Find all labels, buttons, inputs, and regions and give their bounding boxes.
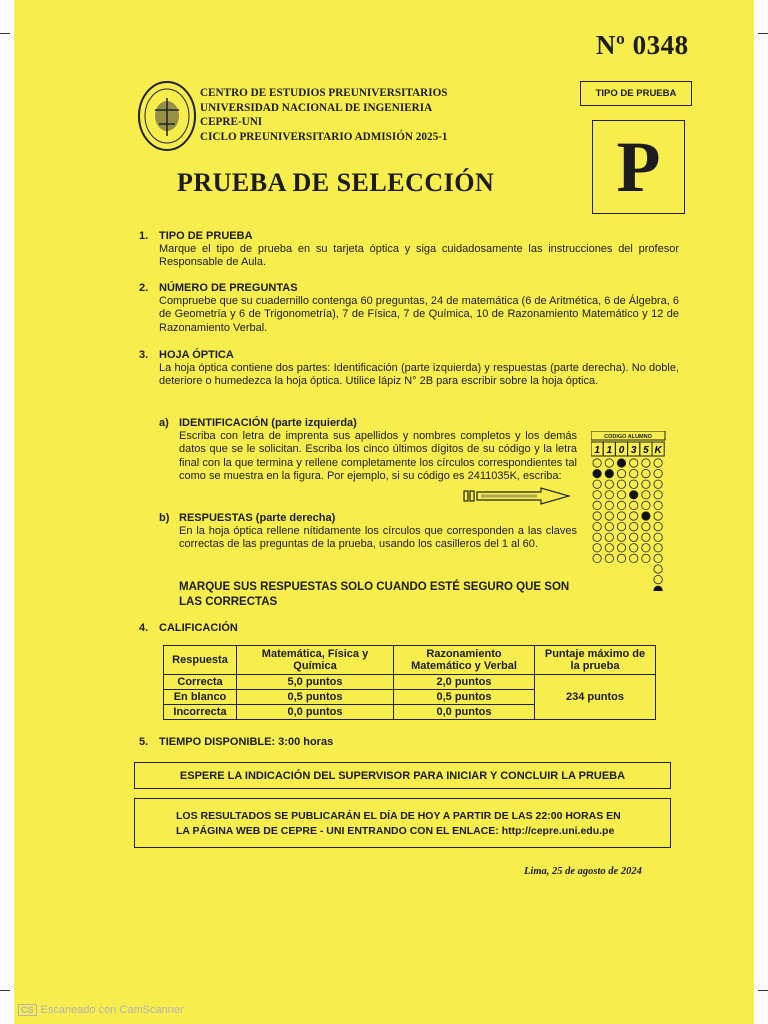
subsection-letter: a) xyxy=(159,417,169,429)
code-bubble xyxy=(654,491,662,499)
code-bubble xyxy=(617,544,625,552)
code-bubble xyxy=(617,491,625,499)
code-bubble xyxy=(642,459,650,467)
code-bubble xyxy=(605,533,613,541)
code-bubble xyxy=(654,501,662,509)
code-bubble xyxy=(617,533,625,541)
code-bubble xyxy=(630,491,638,499)
code-bubble xyxy=(593,480,601,488)
code-bubble xyxy=(617,459,625,467)
section-heading: CALIFICACIÓN xyxy=(159,622,238,634)
code-bubble xyxy=(630,459,638,467)
table-cell: 5,0 puntos 0,5 puntos 0,0 puntos xyxy=(237,675,394,720)
code-char: 1 xyxy=(606,445,613,456)
code-char: K xyxy=(654,445,662,456)
table-cell: Correcta En blanco Incorrecta xyxy=(164,675,237,720)
code-bubble xyxy=(630,544,638,552)
code-grid-title: CODIGO ALUMNO xyxy=(604,434,652,440)
code-char: 3 xyxy=(630,445,637,456)
section-heading: HOJA ÓPTICA xyxy=(159,349,234,361)
code-bubble xyxy=(617,512,625,520)
section-body: Marque el tipo de prueba en su tarjeta óptica y siga cuidadosamente las instrucciones del profesor Responsable de Aula. xyxy=(159,243,679,269)
section-number: 4. xyxy=(139,622,149,634)
code-bubble xyxy=(630,554,638,562)
student-code-grid xyxy=(591,431,671,591)
code-bubble xyxy=(593,554,601,562)
code-bubble xyxy=(605,512,613,520)
code-grid-bubbles xyxy=(593,459,662,591)
code-bubble xyxy=(642,544,650,552)
code-bubble xyxy=(605,469,613,477)
code-bubble xyxy=(654,480,662,488)
crop-mark xyxy=(758,33,768,34)
code-bubble xyxy=(654,575,662,583)
code-bubble xyxy=(642,512,650,520)
camscanner-logo-icon: CS xyxy=(18,1004,37,1016)
code-bubble xyxy=(642,554,650,562)
code-bubble xyxy=(630,469,638,477)
section-body: La hoja óptica contiene dos partes: Identificación (parte izquierda) y respuestas (parte derecha). No doble, deteriore o humedezca la hoja óptica. Utilice lápiz N° 2B para escribir sobre la hoja óptica. xyxy=(159,362,679,388)
code-bubble xyxy=(654,469,662,477)
table-cell: 2,0 puntos 0,5 puntos 0,0 puntos xyxy=(394,675,535,720)
code-bubble xyxy=(605,522,613,530)
subsection-heading: IDENTIFICACIÓN (parte izquierda) xyxy=(179,417,357,429)
institution-header xyxy=(200,86,448,144)
code-grid-chars xyxy=(591,442,664,456)
subsection-heading: RESPUESTAS (parte derecha) xyxy=(179,512,336,524)
code-bubble xyxy=(654,544,662,552)
code-bubble xyxy=(617,554,625,562)
subsection-body: En la hoja óptica rellene nítidamente los círculos que corresponden a las claves correctas de las preguntas de la prueba, usando los casilleros del 1 al 60. xyxy=(179,525,577,551)
code-char: 5 xyxy=(643,445,649,456)
max-score-cell: 234 puntos xyxy=(535,675,656,720)
subsection-body: Escriba con letra de imprenta sus apellidos y nombres completos y los demás datos que se le solicitan. Escriba los cinco últimos dígitos de su código y la letra final con la que termina y rellene completamente los círculos correspondientes tal como se muestra en la figura. Por ejemplo, si su código es 2411035K, escriba: xyxy=(179,430,577,483)
code-bubble xyxy=(593,491,601,499)
institution-line: CENTRO DE ESTUDIOS PREUNIVERSITARIOS xyxy=(200,87,448,99)
code-bubble xyxy=(605,544,613,552)
code-bubble xyxy=(642,533,650,541)
code-bubble xyxy=(630,522,638,530)
code-bubble xyxy=(654,522,662,530)
code-bubble xyxy=(642,522,650,530)
code-bubble xyxy=(593,501,601,509)
code-bubble xyxy=(630,533,638,541)
code-char: 1 xyxy=(594,445,600,456)
code-bubble xyxy=(630,501,638,509)
table-header: Razonamiento Matemático y Verbal xyxy=(394,646,535,675)
table-header: Puntaje máximo de la prueba xyxy=(535,646,656,675)
table-header: Matemática, Física y Química xyxy=(237,646,394,675)
code-bubble xyxy=(654,459,662,467)
code-bubble xyxy=(593,459,601,467)
section-body: Compruebe que su cuadernillo contenga 60 preguntas, 24 de matemática (6 de Aritmética, 6 de Álgebra, 6 de Geometría y 6 de Trigonometría), 7 de Física, 7 de Química, 10 de Razonamiento Matemático y 12 de Razonamiento Verbal. xyxy=(159,295,679,334)
institution-line: CEPRE-UNI xyxy=(200,116,263,129)
code-bubble xyxy=(593,512,601,520)
section-number: 3. xyxy=(139,349,149,361)
section-number: 2. xyxy=(139,282,149,294)
code-bubble xyxy=(605,554,613,562)
code-bubble xyxy=(630,512,638,520)
crop-mark xyxy=(0,990,10,991)
code-bubble xyxy=(617,501,625,509)
section-tiempo-disponible xyxy=(139,736,334,748)
section-heading: NÚMERO DE PREGUNTAS xyxy=(159,282,298,294)
code-bubble xyxy=(617,469,625,477)
code-bubble xyxy=(617,522,625,530)
section-number: 5. xyxy=(139,736,149,748)
institution-line: CICLO PREUNIVERSITARIO ADMISIÓN 2025-1 xyxy=(200,130,448,143)
code-bubble xyxy=(654,533,662,541)
institution-line: UNIVERSIDAD NACIONAL DE INGENIERIA xyxy=(200,101,433,114)
code-bubble xyxy=(617,480,625,488)
answer-warning: MARQUE SUS RESPUESTAS SOLO CUANDO ESTÉ SEGURO QUE SON LAS CORRECTAS xyxy=(179,581,570,608)
code-bubble xyxy=(642,501,650,509)
supervisor-notice: ESPERE LA INDICACIÓN DEL SUPERVISOR PARA INICIAR Y CONCLUIR LA PRUEBA xyxy=(134,762,671,789)
section-number: 1. xyxy=(139,230,149,242)
code-bubble xyxy=(642,480,650,488)
code-bubble xyxy=(593,533,601,541)
test-type-label: TIPO DE PRUEBA xyxy=(580,81,692,106)
code-bubble xyxy=(605,480,613,488)
crop-mark xyxy=(758,990,768,991)
watermark-text: Escaneado con CamScanner xyxy=(40,1004,184,1016)
table-row xyxy=(164,675,656,720)
scoring-table xyxy=(163,645,656,720)
code-bubble xyxy=(630,480,638,488)
results-line: LOS RESULTADOS SE PUBLICARÁN EL DÍA DE HOY A PARTIR DE LAS 22:00 HORAS EN xyxy=(176,810,621,822)
code-char: 0 xyxy=(618,445,625,456)
page-title: PRUEBA DE SELECCIÓN xyxy=(177,168,495,197)
document-date: Lima, 25 de agosto de 2024 xyxy=(524,866,642,877)
test-type-letter: P xyxy=(592,120,685,214)
camscanner-watermark xyxy=(18,1004,184,1016)
code-bubble xyxy=(605,459,613,467)
code-bubble xyxy=(654,554,662,562)
university-seal-logo xyxy=(137,80,197,152)
code-example-arrow-icon xyxy=(463,487,571,505)
crop-mark xyxy=(0,33,10,34)
code-bubble xyxy=(642,469,650,477)
code-bubble xyxy=(654,512,662,520)
subsection-letter: b) xyxy=(159,512,170,524)
section-heading: TIEMPO DISPONIBLE: 3:00 horas xyxy=(159,736,334,748)
serial-number: Nº 0348 xyxy=(596,30,689,60)
code-bubble xyxy=(642,491,650,499)
code-bubble xyxy=(593,544,601,552)
code-bubble xyxy=(593,522,601,530)
code-bubble xyxy=(605,501,613,509)
table-header: Respuesta xyxy=(164,646,237,675)
code-bubble xyxy=(654,586,662,591)
results-line: LA PÁGINA WEB DE CEPRE - UNI ENTRANDO CON EL ENLACE: http://cepre.uni.edu.pe xyxy=(176,825,615,837)
section-heading: TIPO DE PRUEBA xyxy=(159,230,253,242)
code-bubble xyxy=(605,491,613,499)
code-bubble xyxy=(593,469,601,477)
code-bubble xyxy=(654,565,662,573)
results-notice xyxy=(134,798,671,848)
